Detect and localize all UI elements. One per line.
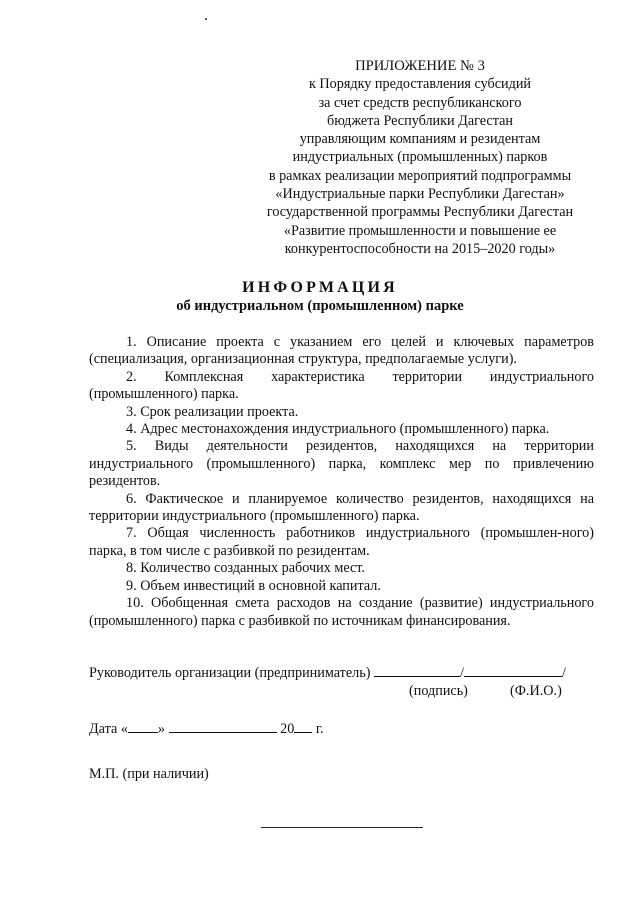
list-item: 7. Общая численность работников индустриального (промышлен-ного) парка, в том числе с разбивкой по резидентам. [89,525,594,559]
appendix-line: государственной программы Республики Дагестан [266,204,574,221]
signature-line [89,664,566,682]
day-field[interactable] [128,720,158,733]
items-list [89,334,594,630]
signature-field[interactable] [374,664,460,677]
date-line [89,720,324,738]
appendix-header [230,57,610,258]
list-item: 4. Адрес местонахождения индустриального (промышленного) парка. [126,421,550,438]
date-close-quote: » [157,721,166,737]
list-item: 1. Описание проекта с указанием его целей и ключевых параметров (специализация, организационная структура, предполагаемые услуги). [89,334,594,368]
signature-label: Руководитель организации (предприниматель) [89,665,371,681]
scan-speck [205,18,207,20]
list-item: 2. Комплексная характеристика территории индустриального (промышленного) парка. [89,368,594,403]
appendix-line: «Индустриальные парки Республики Дагестан» [275,186,565,203]
list-item: 3. Срок реализации проекта. [126,403,299,420]
name-caption: (Ф.И.О.) [510,683,562,699]
signature-slash: / [460,665,464,681]
appendix-line: за счет средств республиканского [318,94,522,111]
list-item: 10. Обобщенная смета расходов на создание (развитие) индустриального (промышленного) парка с разбивкой по источникам финансирования. [89,595,594,629]
year-field[interactable] [294,720,312,733]
month-field[interactable] [169,720,277,733]
appendix-line: управляющим компаниям и резидентам [299,131,541,148]
year-suffix: г. [312,721,324,737]
list-item: 9. Объем инвестиций в основной капитал. [126,577,381,594]
appendix-line: «Развитие промышленности и повышение ее [283,222,557,239]
appendix-line: ПРИЛОЖЕНИЕ № 3 [355,58,485,74]
appendix-line: индустриальных (промышленных) парков [292,149,548,166]
signature-slash-end: / [561,665,566,681]
appendix-line: к Порядку предоставления субсидий [308,76,532,93]
document-subtitle: об индустриальном (промышленном) парке [176,298,464,314]
end-divider [261,827,423,828]
appendix-line: в рамках реализации мероприятий подпрограммы [268,167,572,184]
list-item: 5. Виды деятельности резидентов, находящихся на территории индустриального (промышленного) парка, комплекс мер по привлечению резидентов. [89,438,594,490]
appendix-line: бюджета Республики Дагестан [327,112,513,129]
name-field[interactable] [464,664,562,677]
document-title: ИНФОРМАЦИЯ [242,279,398,296]
date-label: Дата « [89,721,128,737]
year-prefix: 20 [280,721,295,737]
appendix-line: конкурентоспособности на 2015–2020 годы» [284,240,556,257]
list-item: 8. Количество созданных рабочих мест. [126,560,365,577]
stamp-note: М.П. (при наличии) [89,766,209,782]
list-item: 6. Фактическое и планируемое количество резидентов, находящихся на территории индустриального (промышленного) парка. [89,490,594,525]
signature-caption: (подпись) [409,683,468,699]
